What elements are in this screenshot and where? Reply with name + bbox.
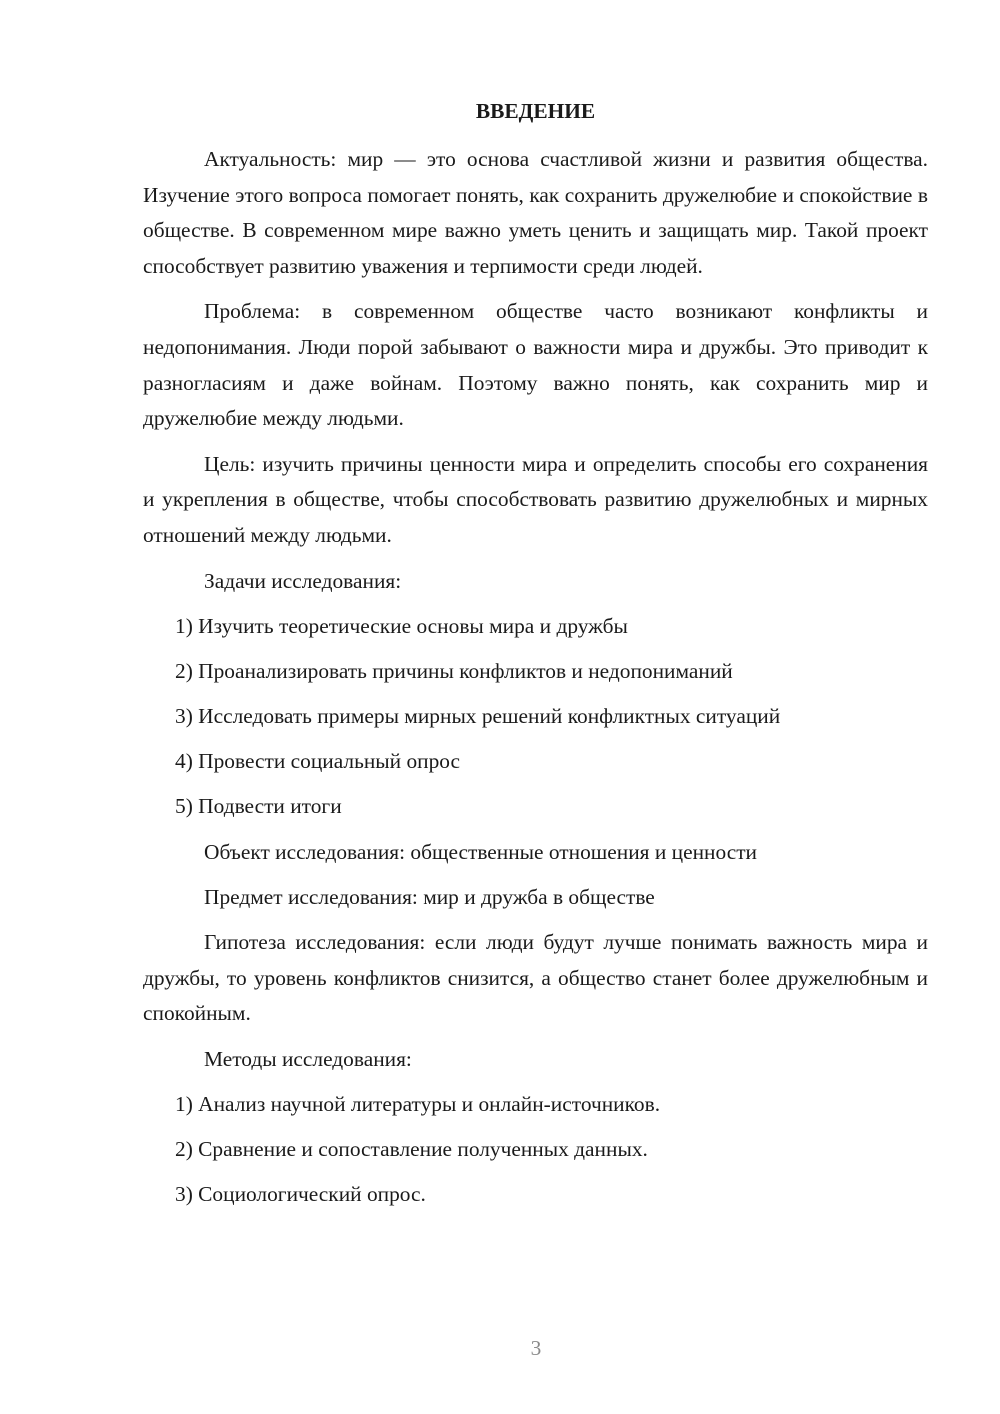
list-item: 1) Анализ научной литературы и онлайн-источников. [175, 1092, 661, 1116]
goal-paragraph: Цель: изучить причины ценности мира и определить способы его сохранения и укрепления в обществе, чтобы способствовать развитию дружелюбных и мирных отношений между людьми. [143, 451, 928, 547]
list-item: 2) Проанализировать причины конфликтов и недопониманий [175, 658, 733, 683]
list-item: 5) Подвести итоги [175, 794, 342, 819]
object-line: Объект исследования: общественные отношения и ценности [204, 839, 757, 864]
page-number: 3 [530, 1336, 542, 1360]
subject-line: Предмет исследования: мир и дружба в обществе [204, 884, 655, 909]
section-heading: ВВЕДЕНИЕ [475, 99, 596, 123]
list-item: 1) Изучить теоретические основы мира и дружбы [175, 613, 628, 638]
methods-title: Методы исследования: [204, 1046, 412, 1071]
methods-list [143, 1087, 928, 1213]
list-item: 3) Социологический опрос. [175, 1182, 426, 1207]
problem-paragraph: Проблема: в современном обществе часто возникают конфликты и недопонимания. Люди порой забывают о важности мира и дружбы. Это приводит к разногласиям и даже войнам. Поэтому важно понять, как сохранить мир и дружелюбие между людьми. [143, 299, 928, 431]
hypothesis-paragraph: Гипотеза исследования: если люди будут лучше понимать важность мира и дружбы, то уровень конфликтов снизится, а общество станет более дружелюбным и спокойным. [143, 930, 928, 1026]
tasks-list [143, 609, 928, 825]
list-item: 4) Провести социальный опрос [175, 749, 461, 774]
document-page [143, 96, 928, 1223]
tasks-title: Задачи исследования: [204, 568, 402, 593]
relevance-paragraph: Актуальность: мир — это основа счастливой жизни и развития общества. Изучение этого вопроса помогает понять, как сохранить дружелюбие и спокойствие в обществе. В современном мире важно уметь ценить и защищать мир. Такой проект способствует развитию уважения и терпимости среди людей. [143, 147, 928, 278]
list-item: 2) Сравнение и сопоставление полученных данных. [175, 1137, 648, 1162]
list-item: 3) Исследовать примеры мирных решений конфликтных ситуаций [175, 704, 781, 729]
